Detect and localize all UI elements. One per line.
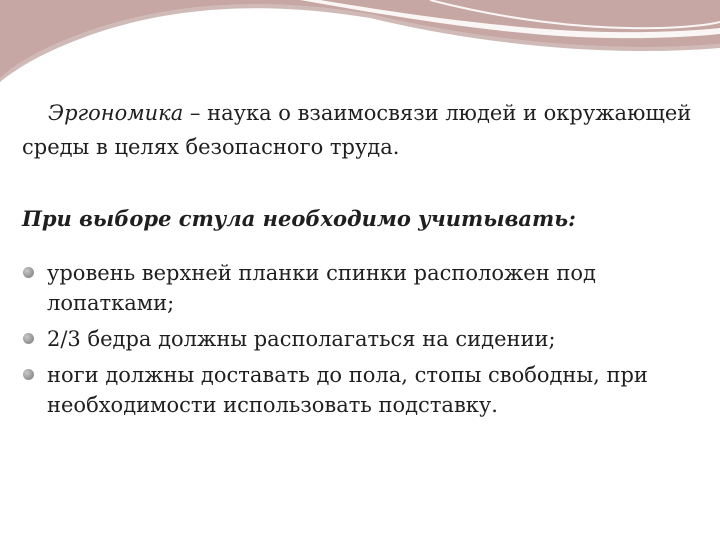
list-item-text: ноги должны доставать до пола, стопы свободны, при необходимости использовать подставку. bbox=[47, 363, 648, 417]
list-item-text: уровень верхней планки спинки расположен под лопатками; bbox=[47, 261, 596, 315]
bullet-dot-icon bbox=[23, 369, 34, 380]
list-item bbox=[22, 324, 702, 354]
bullet-dot-icon bbox=[23, 333, 34, 344]
definition-text: – наука о взаимосвязи людей и окружающей среды в целях безопасного труда. bbox=[22, 101, 692, 159]
header-wave-band bbox=[0, 0, 720, 78]
list-item-text: 2/3 бедра должны располагаться на сидении; bbox=[47, 327, 556, 351]
slide-content bbox=[22, 96, 702, 426]
section-subheading: При выборе стула необходимо учитывать: bbox=[22, 206, 576, 231]
bullet-dot-icon bbox=[23, 267, 34, 278]
definition-term: Эргономика bbox=[48, 101, 184, 125]
bullet-list bbox=[22, 258, 702, 420]
header-wave-decoration bbox=[0, 0, 720, 90]
list-item bbox=[22, 258, 702, 318]
list-item bbox=[22, 360, 702, 420]
definition-paragraph bbox=[22, 96, 702, 164]
